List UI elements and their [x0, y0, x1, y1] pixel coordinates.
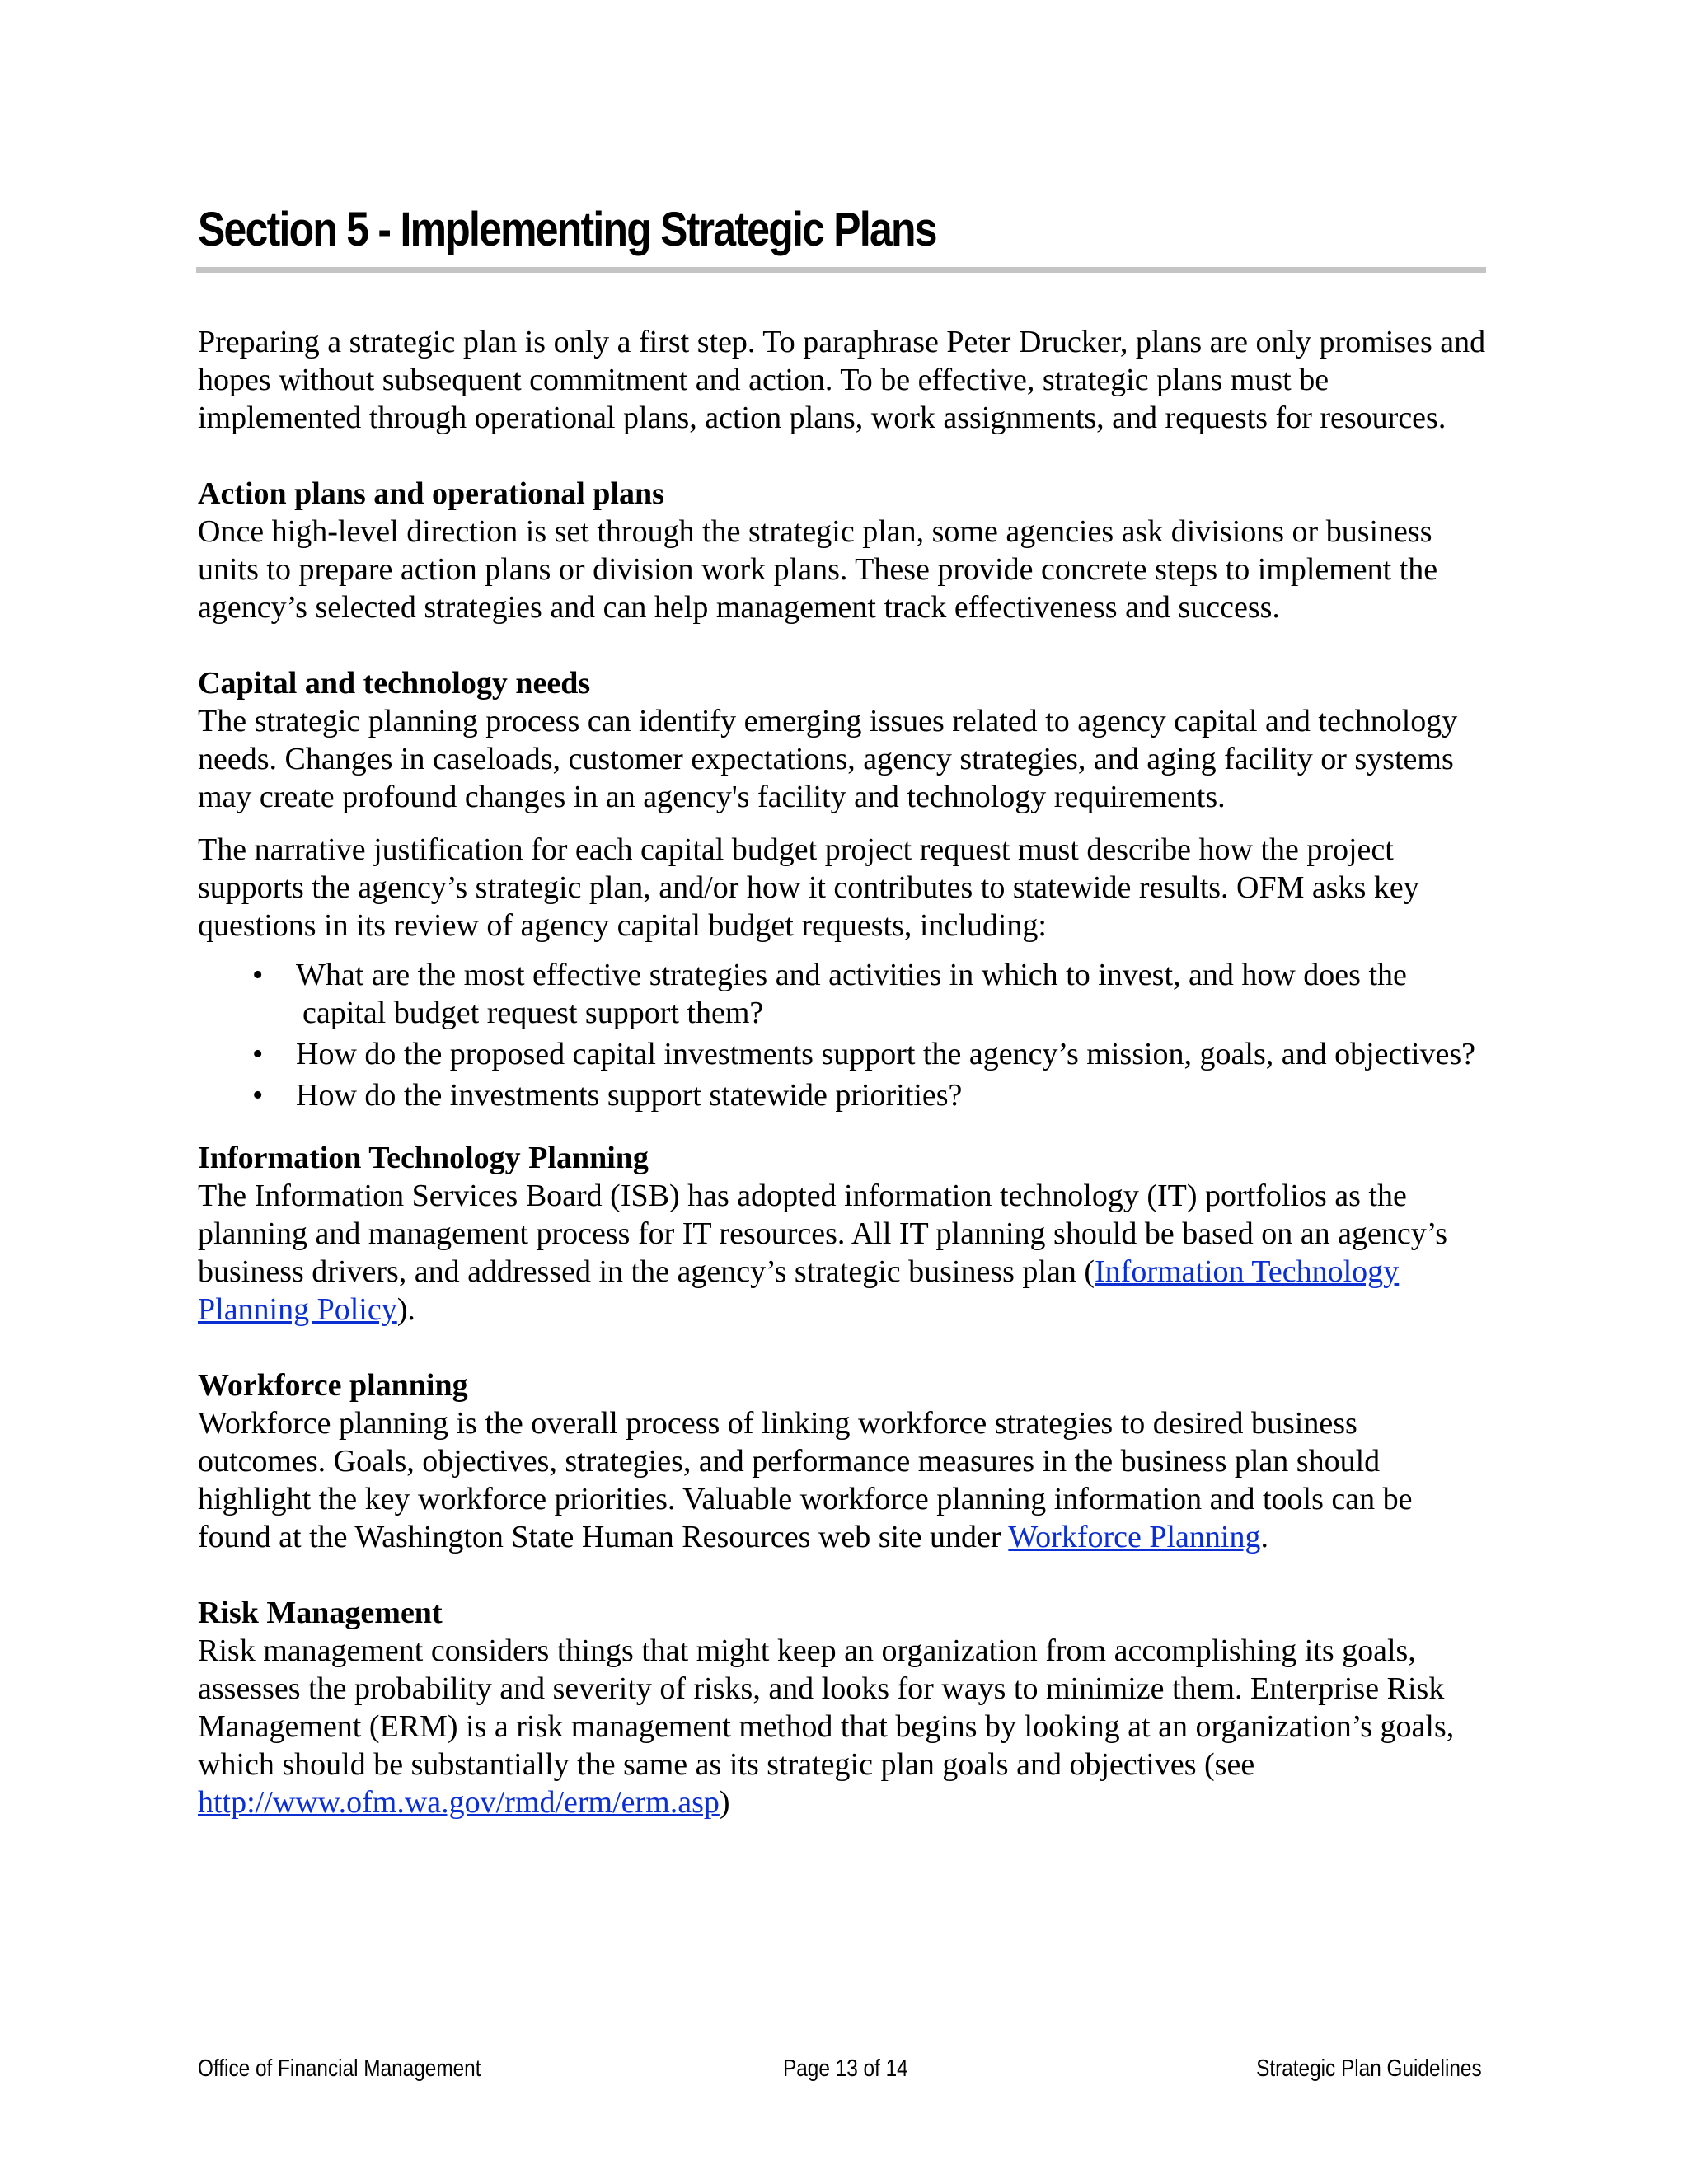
action-plans-heading: Action plans and operational plans: [198, 476, 664, 511]
action-plans-section: [198, 475, 1492, 626]
section-title: Section 5 - Implementing Strategic Plans: [198, 203, 936, 256]
list-item: [198, 956, 1492, 1032]
bullet-icon: •: [252, 1037, 264, 1071]
it-planning-heading: Information Technology Planning: [198, 1141, 649, 1175]
risk-paragraph: [198, 1632, 1492, 1821]
risk-text: Risk management considers things that might keep an organization from accomplishing its goals, assesses the probability and severity of risks, and looks for ways to minimize them. Enterprise Risk Management (ERM) is a risk management method that begins by looking at an organization’s goals, which should be substantially the same as its strategic plan goals and objectives (see: [198, 1633, 1455, 1782]
footer-organization: Office of Financial Management: [198, 2055, 481, 2082]
capital-heading: Capital and technology needs: [198, 666, 591, 701]
workforce-section: [198, 1366, 1492, 1556]
risk-section: [198, 1594, 1492, 1821]
document-body: [198, 323, 1492, 1821]
workforce-heading: Workforce planning: [198, 1368, 468, 1403]
it-planning-text-end: ).: [396, 1292, 415, 1327]
capital-paragraph-2: The narrative justification for each capital budget project request must describe how the project supports the agency’s strategic plan, and/or how it contributes to statewide results. OFM asks key questions in its review of agency capital budget requests, including:: [198, 832, 1419, 943]
list-item: [198, 1035, 1492, 1073]
bullet-icon: •: [252, 958, 264, 992]
footer-page-number: Page 13 of 14: [783, 2055, 908, 2082]
title-divider: [196, 267, 1486, 273]
list-item-text: How do the proposed capital investments support the agency’s mission, goals, and objectives?: [296, 1037, 1476, 1071]
it-planning-text: The Information Services Board (ISB) has adopted information technology (IT) portfolios as the planning and management process for IT resources. All IT planning should be based on an agency’s business drivers, and addressed in the agency’s strategic business plan (: [198, 1179, 1448, 1289]
workforce-paragraph: [198, 1404, 1492, 1556]
capital-section: [198, 664, 1492, 1114]
footer-document-title: Strategic Plan Guidelines: [1256, 2055, 1482, 2082]
capital-questions-list: [198, 956, 1492, 1114]
workforce-planning-link[interactable]: Workforce Planning: [1008, 1520, 1261, 1554]
risk-heading: Risk Management: [198, 1596, 443, 1630]
list-item: [198, 1076, 1492, 1114]
it-planning-section: [198, 1139, 1492, 1329]
erm-link[interactable]: http://www.ofm.wa.gov/rmd/erm/erm.asp: [198, 1785, 720, 1820]
it-planning-paragraph: [198, 1177, 1492, 1329]
workforce-text: Workforce planning is the overall process of linking workforce strategies to desired business outcomes. Goals, objectives, strategies, and performance measures in the business plan should highlight the key workforce priorities. Valuable workforce planning information and tools can be found at the Washington State Human Resources web site under: [198, 1406, 1413, 1554]
action-plans-paragraph: Once high-level direction is set through the strategic plan, some agencies ask divisions or business units to prepare action plans or division work plans. These provide concrete steps to implement the agency’s selected strategies and can help management track effectiveness and success.: [198, 514, 1438, 625]
capital-paragraph-1: The strategic planning process can identify emerging issues related to agency capital and technology needs. Changes in caseloads, customer expectations, agency strategies, and aging facility or systems may create profound changes in an agency's facility and technology requirements.: [198, 704, 1458, 814]
it-planning-policy-link[interactable]: Information Technology Planning Policy: [198, 1254, 1400, 1327]
bullet-icon: •: [252, 1078, 264, 1113]
list-item-text: How do the investments support statewide priorities?: [296, 1078, 963, 1113]
list-item-text: What are the most effective strategies and activities in which to invest, and how does the capital budget request support them?: [296, 958, 1407, 1030]
risk-text-end: ): [719, 1785, 730, 1820]
intro-paragraph: Preparing a strategic plan is only a first step. To paraphrase Peter Drucker, plans are only promises and hopes without subsequent commitment and action. To be effective, strategic plans must be implemented through operational plans, action plans, work assignments, and requests for resources.: [198, 325, 1486, 435]
workforce-text-end: .: [1260, 1520, 1268, 1554]
